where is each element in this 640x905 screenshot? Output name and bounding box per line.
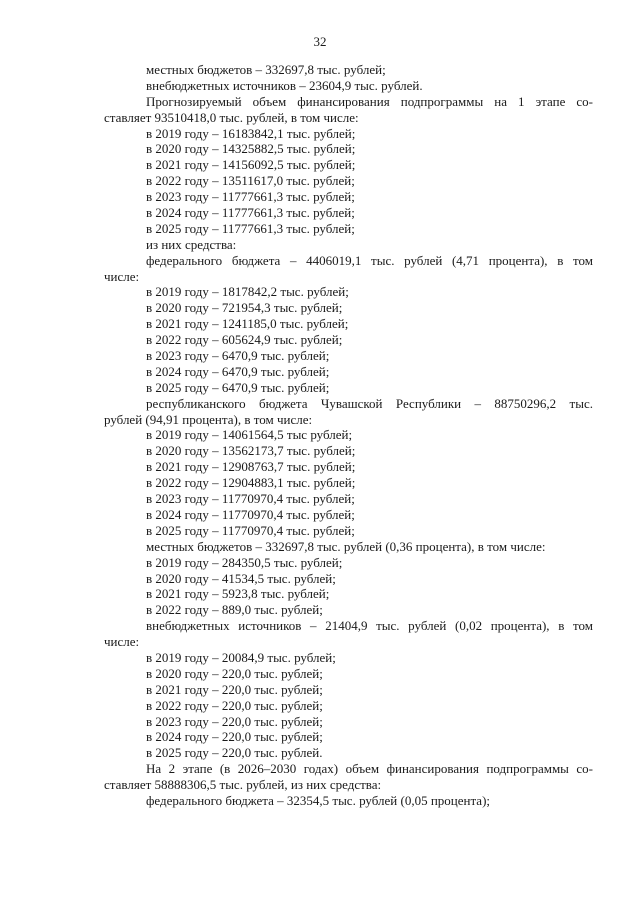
text-line: в 2025 году – 11777661,3 тыс. рублей; bbox=[146, 220, 355, 236]
text-line: ставляет 93510418,0 тыс. рублей, в том числе: bbox=[104, 109, 359, 125]
text-line: На 2 этапе (в 2026–2030 годах) объем финансирования подпрограммы со- bbox=[146, 761, 593, 777]
text-line: местных бюджетов – 332697,8 тыс. рублей (0,36 процента), в том числе: bbox=[146, 538, 546, 554]
text-line: числе: bbox=[104, 268, 140, 284]
page-number: 32 bbox=[313, 34, 327, 49]
text-line: в 2022 году – 13511617,0 тыс. рублей; bbox=[146, 173, 355, 189]
text-line: в 2021 году – 1241185,0 тыс. рублей; bbox=[146, 316, 349, 332]
text-line: в 2023 году – 220,0 тыс. рублей; bbox=[146, 713, 323, 729]
text-line: в 2023 году – 11777661,3 тыс. рублей; bbox=[146, 189, 355, 205]
text-line: в 2020 году – 13562173,7 тыс. рублей; bbox=[146, 443, 356, 459]
text-line: в 2024 году – 220,0 тыс. рублей; bbox=[146, 729, 323, 745]
text-line: в 2021 году – 12908763,7 тыс. рублей; bbox=[146, 459, 356, 475]
text-line: в 2025 году – 11770970,4 тыс. рублей; bbox=[146, 522, 355, 538]
text-line: внебюджетных источников – 21404,9 тыс. рублей (0,02 процента), в том bbox=[146, 618, 593, 634]
text-line: в 2019 году – 20084,9 тыс. рублей; bbox=[146, 649, 336, 665]
text-line: в 2024 году – 11770970,4 тыс. рублей; bbox=[146, 506, 355, 522]
text-line: федерального бюджета – 32354,5 тыс. рублей (0,05 процента); bbox=[146, 792, 491, 808]
text-line: федерального бюджета – 4406019,1 тыс. рублей (4,71 процента), в том bbox=[146, 252, 593, 268]
text-line: в 2025 году – 6470,9 тыс. рублей; bbox=[146, 379, 330, 395]
text-line: в 2022 году – 605624,9 тыс. рублей; bbox=[146, 332, 343, 348]
text-line: в 2020 году – 721954,3 тыс. рублей; bbox=[146, 300, 343, 316]
text-line: рублей (94,91 процента), в том числе: bbox=[104, 411, 313, 427]
text-line: в 2020 году – 220,0 тыс. рублей; bbox=[146, 665, 323, 681]
text-line: Прогнозируемый объем финансирования подпрограммы на 1 этапе со- bbox=[146, 93, 593, 109]
text-line: в 2019 году – 14061564,5 тыс рублей; bbox=[146, 427, 353, 443]
text-line: республиканского бюджета Чувашской Республики – 88750296,2 тыс. bbox=[146, 395, 593, 411]
text-line: в 2021 году – 14156092,5 тыс. рублей; bbox=[146, 157, 356, 173]
text-line: из них средства: bbox=[146, 236, 237, 252]
text-line: внебюджетных источников – 23604,9 тыс. рублей. bbox=[146, 77, 423, 93]
text-line: в 2022 году – 889,0 тыс. рублей; bbox=[146, 602, 323, 618]
text-line: в 2019 году – 284350,5 тыс. рублей; bbox=[146, 554, 343, 570]
text-line: в 2019 году – 1817842,2 тыс. рублей; bbox=[146, 284, 349, 300]
text-line: в 2022 году – 12904883,1 тыс. рублей; bbox=[146, 475, 356, 491]
text-line: местных бюджетов – 332697,8 тыс. рублей; bbox=[146, 62, 386, 77]
text-line: в 2024 году – 6470,9 тыс. рублей; bbox=[146, 363, 330, 379]
text-line: в 2025 году – 220,0 тыс. рублей. bbox=[146, 745, 323, 761]
text-line: в 2023 году – 11770970,4 тыс. рублей; bbox=[146, 491, 355, 507]
text-line: в 2024 году – 11777661,3 тыс. рублей; bbox=[146, 205, 355, 221]
text-line: в 2019 году – 16183842,1 тыс. рублей; bbox=[146, 125, 356, 141]
text-line: в 2020 году – 41534,5 тыс. рублей; bbox=[146, 570, 336, 586]
text-line: в 2022 году – 220,0 тыс. рублей; bbox=[146, 697, 323, 713]
document-body bbox=[104, 62, 593, 809]
text-line: ставляет 58888306,5 тыс. рублей, из них средства: bbox=[104, 777, 382, 793]
text-line: числе: bbox=[104, 634, 140, 650]
text-line: в 2021 году – 5923,8 тыс. рублей; bbox=[146, 586, 330, 602]
text-line: в 2020 году – 14325882,5 тыс. рублей; bbox=[146, 141, 356, 157]
text-line: в 2021 году – 220,0 тыс. рублей; bbox=[146, 681, 323, 697]
text-line: в 2023 году – 6470,9 тыс. рублей; bbox=[146, 348, 330, 364]
